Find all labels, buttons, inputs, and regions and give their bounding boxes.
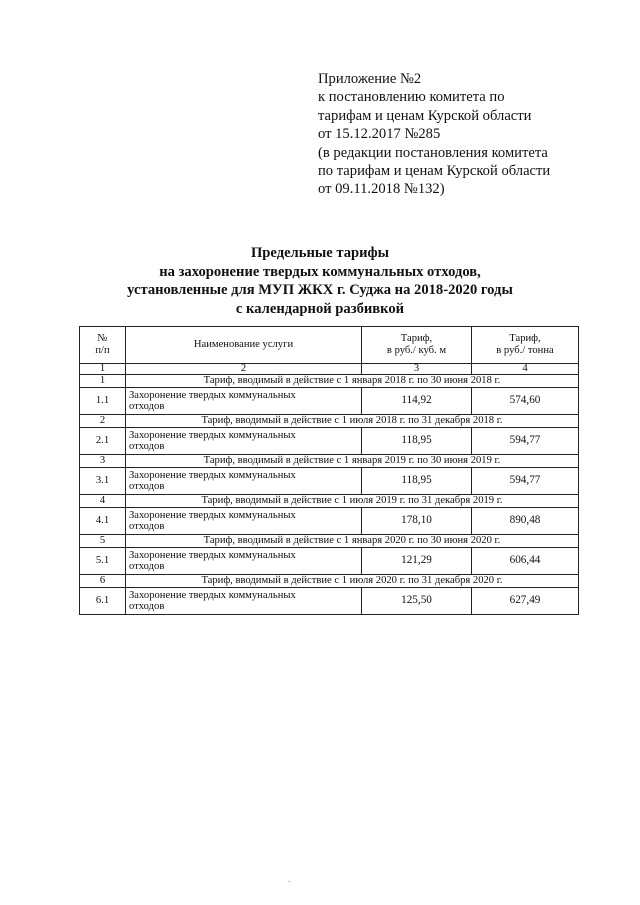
service-row — [80, 428, 579, 455]
tariff-per-ton: 574,60 — [472, 388, 579, 415]
period-row — [80, 415, 579, 428]
service-name — [126, 548, 362, 575]
tariff-per-m3: 114,92 — [362, 388, 472, 415]
service-row — [80, 388, 579, 415]
period-description: Тариф, вводимый в действие с 1 июля 2020 г. по 31 декабря 2020 г. — [126, 575, 579, 588]
appendix-line: (в редакции постановления комитета — [318, 144, 548, 161]
service-row — [80, 548, 579, 575]
service-number: 6.1 — [80, 588, 126, 615]
period-row — [80, 495, 579, 508]
period-description: Тариф, вводимый в действие с 1 июля 2018 г. по 31 декабря 2018 г. — [126, 415, 579, 428]
period-number: 6 — [80, 575, 126, 588]
appendix-line: от 09.11.2018 №132) — [318, 181, 445, 198]
period-row — [80, 455, 579, 468]
tariff-table — [79, 326, 579, 615]
header-tariff-m3-line1: Тариф, — [400, 333, 433, 345]
period-description: Тариф, вводимый в действие с 1 января 2018 г. по 30 июня 2018 г. — [126, 375, 579, 388]
service-number: 4.1 — [80, 508, 126, 535]
table-header-row — [80, 327, 579, 364]
tariff-per-ton: 890,48 — [472, 508, 579, 535]
header-number-line2: п/п — [95, 345, 110, 356]
header-service-name: Наименование услуги — [126, 327, 362, 364]
service-name-line1: Захоронение твердых коммунальных — [129, 509, 296, 521]
service-number: 3.1 — [80, 468, 126, 495]
period-number: 4 — [80, 495, 126, 508]
column-number-row — [80, 364, 579, 375]
service-name — [126, 588, 362, 615]
service-name-line1: Захоронение твердых коммунальных — [129, 389, 296, 401]
title-line: на захоронение твердых коммунальных отходов, — [159, 263, 481, 280]
page-mark: . — [288, 874, 291, 884]
period-number: 3 — [80, 455, 126, 468]
header-tariff-per-ton — [472, 327, 579, 364]
tariff-per-m3: 178,10 — [362, 508, 472, 535]
period-row — [80, 535, 579, 548]
appendix-line: Приложение №2 — [318, 71, 422, 87]
title-line: Предельные тарифы — [250, 245, 390, 261]
period-description: Тариф, вводимый в действие с 1 января 2020 г. по 30 июня 2020 г. — [126, 535, 579, 548]
service-name-line1: Захоронение твердых коммунальных — [129, 469, 296, 481]
header-tariff-t-line1: Тариф, — [509, 333, 541, 345]
column-number: 3 — [362, 364, 472, 375]
period-number: 1 — [80, 375, 126, 388]
period-number: 5 — [80, 535, 126, 548]
period-row — [80, 375, 579, 388]
tariff-per-m3: 125,50 — [362, 588, 472, 615]
appendix-line: по тарифам и ценам Курской области — [318, 163, 551, 180]
title-line: установленные для МУП ЖКХ г. Суджа на 2018-2020 годы — [127, 282, 513, 298]
header-number-line1: № — [97, 333, 108, 345]
appendix-note — [318, 70, 618, 199]
column-number: 2 — [126, 364, 362, 375]
period-row — [80, 575, 579, 588]
header-tariff-t-line2: в руб./ тонна — [496, 345, 554, 356]
appendix-line: к постановлению комитета по — [318, 89, 505, 106]
service-number: 2.1 — [80, 428, 126, 455]
header-number — [80, 327, 126, 364]
service-name-line2: отходов — [129, 441, 165, 452]
period-description: Тариф, вводимый в действие с 1 января 2019 г. по 30 июня 2019 г. — [126, 455, 579, 468]
service-row — [80, 588, 579, 615]
period-description: Тариф, вводимый в действие с 1 июля 2019 г. по 31 декабря 2019 г. — [126, 495, 579, 508]
service-name-line2: отходов — [129, 601, 165, 612]
service-number: 5.1 — [80, 548, 126, 575]
tariff-per-m3: 121,29 — [362, 548, 472, 575]
service-name-line2: отходов — [129, 481, 165, 492]
tariff-per-m3: 118,95 — [362, 468, 472, 495]
tariff-per-m3: 118,95 — [362, 428, 472, 455]
service-number: 1.1 — [80, 388, 126, 415]
appendix-line: тарифам и ценам Курской области — [318, 107, 532, 124]
service-name-line1: Захоронение твердых коммунальных — [129, 549, 296, 561]
service-name-line1: Захоронение твердых коммунальных — [129, 429, 296, 441]
service-row — [80, 508, 579, 535]
service-name-line2: отходов — [129, 521, 165, 532]
tariff-per-ton: 594,77 — [472, 428, 579, 455]
tariff-per-ton: 606,44 — [472, 548, 579, 575]
service-name — [126, 468, 362, 495]
service-name — [126, 508, 362, 535]
service-row — [80, 468, 579, 495]
column-number: 4 — [472, 364, 579, 375]
service-name — [126, 388, 362, 415]
title-line: с календарной разбивкой — [235, 300, 405, 317]
period-number: 2 — [80, 415, 126, 428]
service-name-line2: отходов — [129, 401, 165, 412]
tariff-per-ton: 594,77 — [472, 468, 579, 495]
column-number: 1 — [80, 364, 126, 375]
document-title — [60, 244, 580, 318]
header-tariff-m3-line2: в руб./ куб. м — [386, 345, 447, 356]
service-name-line2: отходов — [129, 561, 165, 572]
tariff-per-ton: 627,49 — [472, 588, 579, 615]
header-tariff-per-m3 — [362, 327, 472, 364]
service-name-line1: Захоронение твердых коммунальных — [129, 589, 296, 601]
appendix-line: от 15.12.2017 №285 — [318, 126, 441, 143]
service-name — [126, 428, 362, 455]
